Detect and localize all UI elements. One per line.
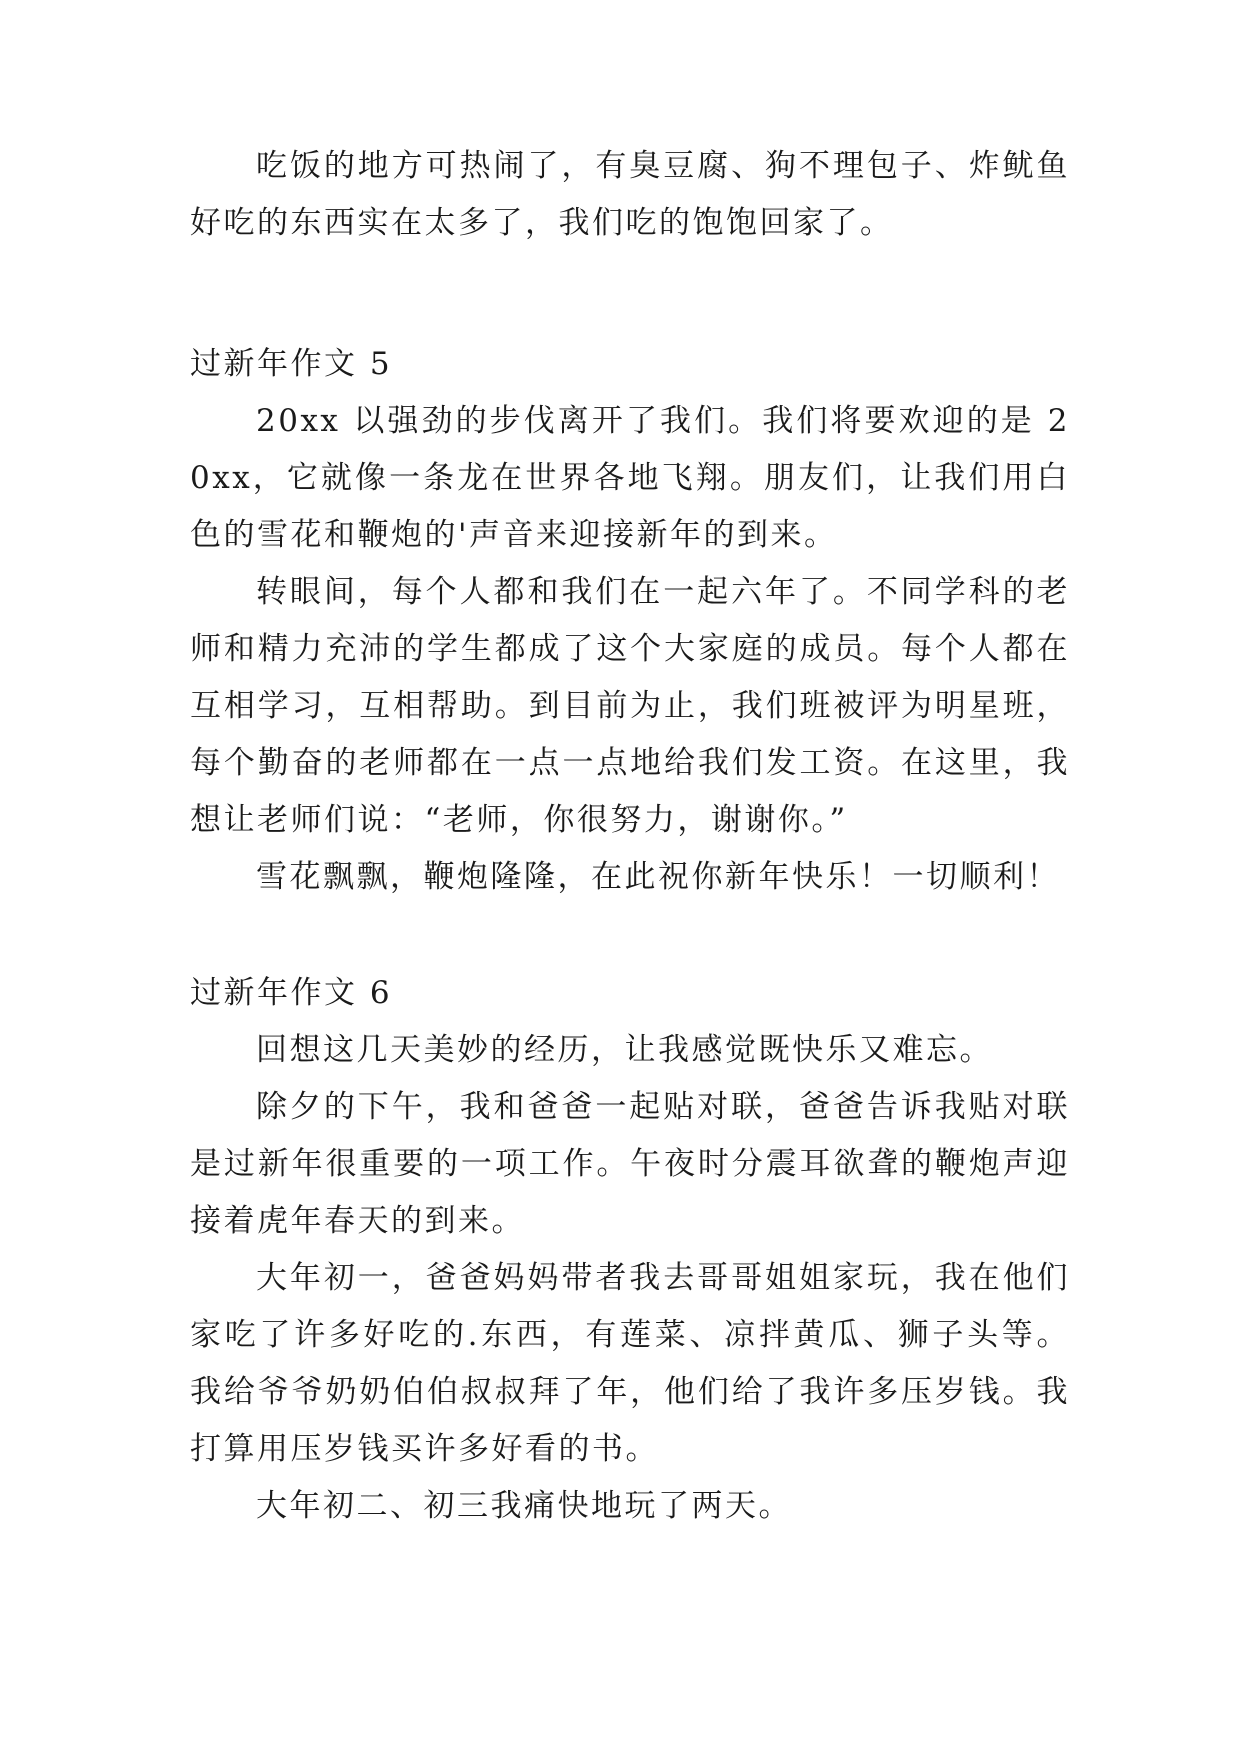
paragraph: 雪花飘飘，鞭炮隆隆，在此祝你新年快乐！一切顺利！ [256,859,1060,895]
section-heading: 过新年作文 6 [190,975,393,1011]
paragraph: 转眼间，每个人都和我们在一起六年了。不同学科的老师和精力充沛的学生都成了这个大家庭的成员。每个人都在互相学习，互相帮助。到目前为止，我们班被评为明星班，每个勤奋的老师都在一点一点地给我们发工资。在这里，我想让老师们说：“老师，你很努力，谢谢你。” [190,574,1070,838]
paragraph: 大年初一，爸爸妈妈带者我去哥哥姐姐家玩，我在他们家吃了许多好吃的.东西，有莲菜、凉拌黄瓜、狮子头等。我给爷爷奶奶伯伯叔叔拜了年，他们给了我许多压岁钱。我打算用压岁钱买许多好看的书。 [190,1260,1070,1467]
paragraph: 20xx 以强劲的步伐离开了我们。我们将要欢迎的是 20xx，它就像一条龙在世界各地飞翔。朋友们，让我们用白色的雪花和鞭炮的'声音来迎接新年的到来。 [190,403,1070,553]
paragraph: 除夕的下午，我和爸爸一起贴对联，爸爸告诉我贴对联是过新年很重要的一项工作。午夜时分震耳欲聋的鞭炮声迎接着虎年春天的到来。 [190,1089,1070,1239]
section-essay-5 [190,336,1070,906]
paragraph: 回想这几天美妙的经历，让我感觉既快乐又难忘。 [256,1032,993,1068]
paragraph: 大年初二、初三我痛快地玩了两天。 [256,1488,792,1524]
section-heading: 过新年作文 5 [190,346,393,382]
section-continuation [190,138,1070,252]
paragraph: 吃饭的地方可热闹了，有臭豆腐、狗不理包子、炸鱿鱼好吃的东西实在太多了，我们吃的饱饱回家了。 [190,148,1070,241]
section-essay-6 [190,965,1070,1535]
